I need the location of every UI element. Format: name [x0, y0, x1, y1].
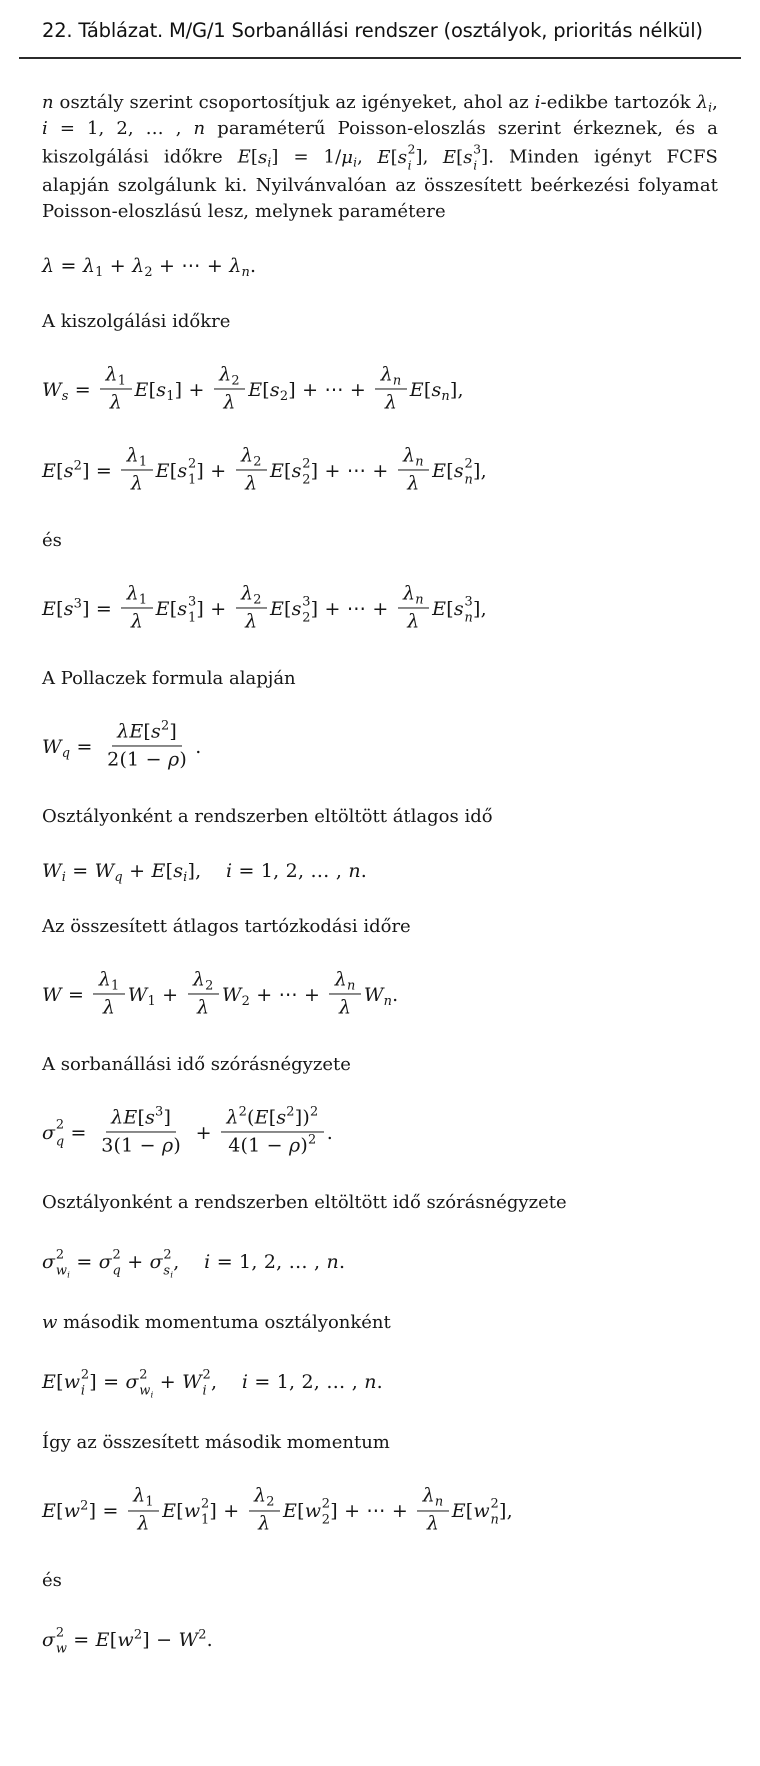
formula-sigma-wi: σ 2 $w_i$ = σ 2 q + σ 2 $s_i$ , i = 1, 2, … , n. [42, 1247, 346, 1280]
formula-es3: $E[s^3]$ = $\frac{\lambda_1}{\lambda}$ E[s 3 1 ] + $\frac{\lambda_2}{\lambda}$ E[s 3 2 ] + ⋯ + $\frac{\lambda_n}{\lambda}$ E[s 3 n ], [42, 582, 487, 633]
caption-rule [19, 57, 741, 59]
lead-aggregate-sojourn: Az összesített átlagos tartózkodási időre [42, 915, 411, 937]
lead-second-moment-per-class: w második momentuma osztályonként [42, 1311, 391, 1333]
lead-and-2: és [42, 1570, 62, 1592]
formula-sigma-w: σ 2 w = $E[w^2] - W^2$. [42, 1625, 213, 1657]
formula-ws: $W_s$ = $\frac{\lambda_1}{\lambda}$ $E[s_1]$ + $\frac{\lambda_2}{\lambda}$ $E[s_2]$ + ⋯ + $\frac{\lambda_n}{\lambda}$ $E[s_n]$, [42, 363, 464, 414]
formula-ewi2: E[w 2 i ] = σ 2 $w_i$ + W 2 i , i = 1, 2, … , n. [42, 1367, 383, 1401]
lead-service-times: A kiszolgálási időkre [42, 310, 231, 332]
formula-es2: $E[s^2]$ = $\frac{\lambda_1}{\lambda}$ E[s 2 1 ] + $\frac{\lambda_2}{\lambda}$ E[s 2 2 ] + ⋯ + $\frac{\lambda_n}{\lambda}$ E[s 2 n ], [42, 444, 487, 495]
formula-sigma-q: σ 2 q = $\frac{\lambda E[s^3]}{3(1 - \rho)}$ + $\frac{\lambda^2(E[s^2])^2}{4(1 - \rho)^2}$ . [42, 1104, 333, 1157]
formula-wq: $W_q$ = $\frac{\lambda E[s^2]}{2(1 - \rho)}$ . [42, 718, 202, 771]
document-body [42, 90, 718, 1657]
formula-wi: $W_i = W_q + E[s_i]$, i = 1, 2, … , n. [42, 859, 368, 885]
table-caption: 22. Táblázat. M/G/1 Sorbanállási rendszer (osztályok, prioritás nélkül) [42, 19, 703, 42]
formula-w-total: W = $\frac{\lambda_1}{\lambda}$ $W_1$ + $\frac{\lambda_2}{\lambda}$ $W_2$ + ⋯ + $\frac{\lambda_n}{\lambda}$ $W_n$. [42, 968, 399, 1019]
lead-mean-time-per-class: Osztályonként a rendszerben eltöltött átlagos idő [42, 805, 493, 827]
lead-system-variance-per-class: Osztályonként a rendszerben eltöltött idő szórásnégyzete [42, 1191, 567, 1213]
formula-total-lambda: $\lambda = \lambda_1 + \lambda_2$ + ⋯ + $\lambda_n$. [42, 254, 257, 280]
lead-and-1: és [42, 529, 62, 551]
formula-ew2: $E[w^2]$ = $\frac{\lambda_1}{\lambda}$ E[w 2 1 ] + $\frac{\lambda_2}{\lambda}$ E[w 2 2 ] + ⋯ + $\frac{\lambda_n}{\lambda}$ E[w 2 n ], [42, 1484, 513, 1535]
lead-queue-variance: A sorbanállási idő szórásnégyzete [42, 1053, 351, 1075]
page-header [42, 18, 718, 59]
lead-aggregate-second-moment: Így az összesített második momentum [42, 1432, 390, 1454]
intro-paragraph: n osztály szerint csoportosítjuk az igényeket, ahol az i-edikbe tartozók $\lambda_i$, i = 1, 2, … , n paraméterű Poisson-eloszlás szerint érkeznek, és a kiszolgálási időkre $E[s_i] = 1/\mu_i$, E[s 2 i ], E[s 3 i ]. Minden igényt FCFS alapján szolgálunk ki. Nyilvánvalóan az összesített beérkezési folyamat Poisson-eloszlású lesz, melynek paramétere [42, 92, 718, 222]
lead-pollaczek: A Pollaczek formula alapján [42, 667, 296, 689]
